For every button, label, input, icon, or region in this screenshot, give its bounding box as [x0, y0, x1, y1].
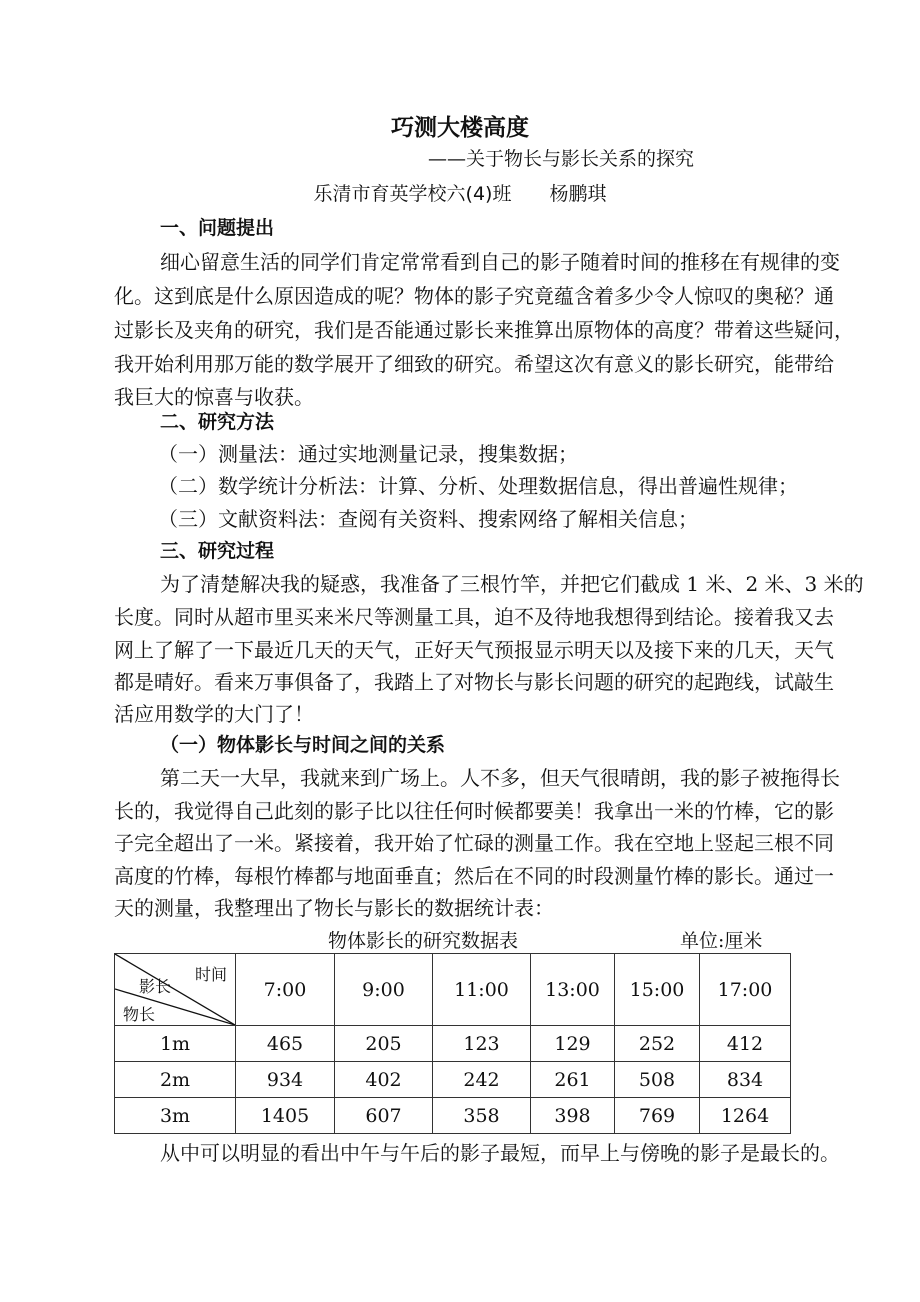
- section1-heading: 一、问题提出: [160, 217, 275, 239]
- author-line: 乐清市育英学校六(4)班 杨鹏琪: [313, 183, 607, 205]
- column-header: 17:00: [700, 954, 791, 1026]
- table-row: [115, 1098, 791, 1134]
- method-item: （三）文献资料法：查阅有关资料、搜索网络了解相关信息；: [158, 507, 698, 531]
- table-cell: 252: [615, 1026, 700, 1062]
- corner-cell: [115, 954, 236, 1026]
- paragraph-line: 化。这到底是什么原因造成的呢？物体的影子究竟蕴含着多少令人惊叹的奥秘？通: [114, 284, 834, 308]
- document-title: 巧测大楼高度: [391, 115, 529, 141]
- column-header: 9:00: [335, 954, 433, 1026]
- corner-label-object: 物长: [123, 1005, 156, 1024]
- subsection-heading: （一）物体影长与时间之间的关系: [160, 734, 446, 756]
- paragraph-line: 网上了解了一下最近几天的天气，正好天气预报显示明天以及接下来的几天，天气: [114, 638, 834, 662]
- section2-heading: 二、研究方法: [160, 411, 275, 433]
- table-row: [115, 1026, 791, 1062]
- table-cell: 1264: [700, 1098, 791, 1134]
- paragraph-line: 长的，我觉得自己此刻的影子比以往任何时候都要美！我拿出一米的竹棒，它的影: [114, 799, 834, 823]
- method-item: （一）测量法：通过实地测量记录，搜集数据；: [158, 442, 578, 466]
- column-header: 7:00: [236, 954, 335, 1026]
- row-label: 3m: [115, 1098, 236, 1134]
- document-subtitle: ——关于物长与影长关系的探究: [428, 148, 695, 170]
- table-cell: 129: [531, 1026, 615, 1062]
- paragraph-line: 高度的竹棒，每根竹棒都与地面垂直；然后在不同的时段测量竹棒的影长。通过一: [114, 864, 834, 888]
- paragraph-line: 活应用数学的大门了！: [114, 702, 314, 726]
- paragraph-line: 长度。同时从超市里买来米尺等测量工具，迫不及待地我想得到结论。接着我又去: [114, 605, 834, 629]
- table-cell: 123: [433, 1026, 531, 1062]
- paragraph-line: 第二天一大早，我就来到广场上。人不多，但天气很晴朗，我的影子被拖得长: [160, 766, 840, 790]
- table-cell: 465: [236, 1026, 335, 1062]
- table-cell: 412: [700, 1026, 791, 1062]
- table-cell: 205: [335, 1026, 433, 1062]
- column-header: 13:00: [531, 954, 615, 1026]
- paragraph-line: 都是晴好。看来万事俱备了，我踏上了对物长与影长问题的研究的起跑线，试敲生: [114, 670, 834, 694]
- section3-heading: 三、研究过程: [160, 540, 275, 562]
- table-header-row: [115, 954, 791, 1026]
- column-header: 11:00: [433, 954, 531, 1026]
- paragraph-line: 天的测量，我整理出了物长与影长的数据统计表：: [114, 896, 554, 920]
- conclusion-line: 从中可以明显的看出中午与午后的影子最短，而早上与傍晚的影子是最长的。: [160, 1141, 840, 1165]
- table-cell: 834: [700, 1062, 791, 1098]
- corner-label-shadow: 影长: [139, 977, 172, 996]
- table-cell: 607: [335, 1098, 433, 1134]
- table-cell: 261: [531, 1062, 615, 1098]
- table-cell: 358: [433, 1098, 531, 1134]
- paragraph-line: 我开始利用那万能的数学展开了细致的研究。希望这次有意义的影长研究，能带给: [114, 352, 834, 376]
- table-cell: 1405: [236, 1098, 335, 1134]
- paragraph-line: 为了清楚解决我的疑惑，我准备了三根竹竿，并把它们截成 1 米、2 米、3 米的: [160, 572, 864, 596]
- paragraph-line: 子完全超出了一米。紧接着，我开始了忙碌的测量工作。我在空地上竖起三根不同: [114, 831, 834, 855]
- table-cell: 769: [615, 1098, 700, 1134]
- paragraph-line: 过影长及夹角的研究，我们是否能通过影长来推算出原物体的高度？带着这些疑问，: [114, 318, 854, 342]
- table-cell: 398: [531, 1098, 615, 1134]
- paragraph-line: 我巨大的惊喜与收获。: [114, 385, 314, 409]
- paragraph-line: 细心留意生活的同学们肯定常常看到自己的影子随着时间的推移在有规律的变: [160, 250, 840, 274]
- method-item: （二）数学统计分析法：计算、分析、处理数据信息，得出普遍性规律；: [158, 474, 798, 498]
- table-row: [115, 1062, 791, 1098]
- table-cell: 402: [335, 1062, 433, 1098]
- table-unit: 单位:厘米: [680, 930, 763, 952]
- table-cell: 242: [433, 1062, 531, 1098]
- column-header: 15:00: [615, 954, 700, 1026]
- table-caption: 物体影长的研究数据表: [328, 930, 519, 952]
- table-cell: 508: [615, 1062, 700, 1098]
- table-cell: 934: [236, 1062, 335, 1098]
- corner-label-time: 时间: [194, 965, 227, 984]
- data-table: [114, 953, 791, 1134]
- row-label: 1m: [115, 1026, 236, 1062]
- row-label: 2m: [115, 1062, 236, 1098]
